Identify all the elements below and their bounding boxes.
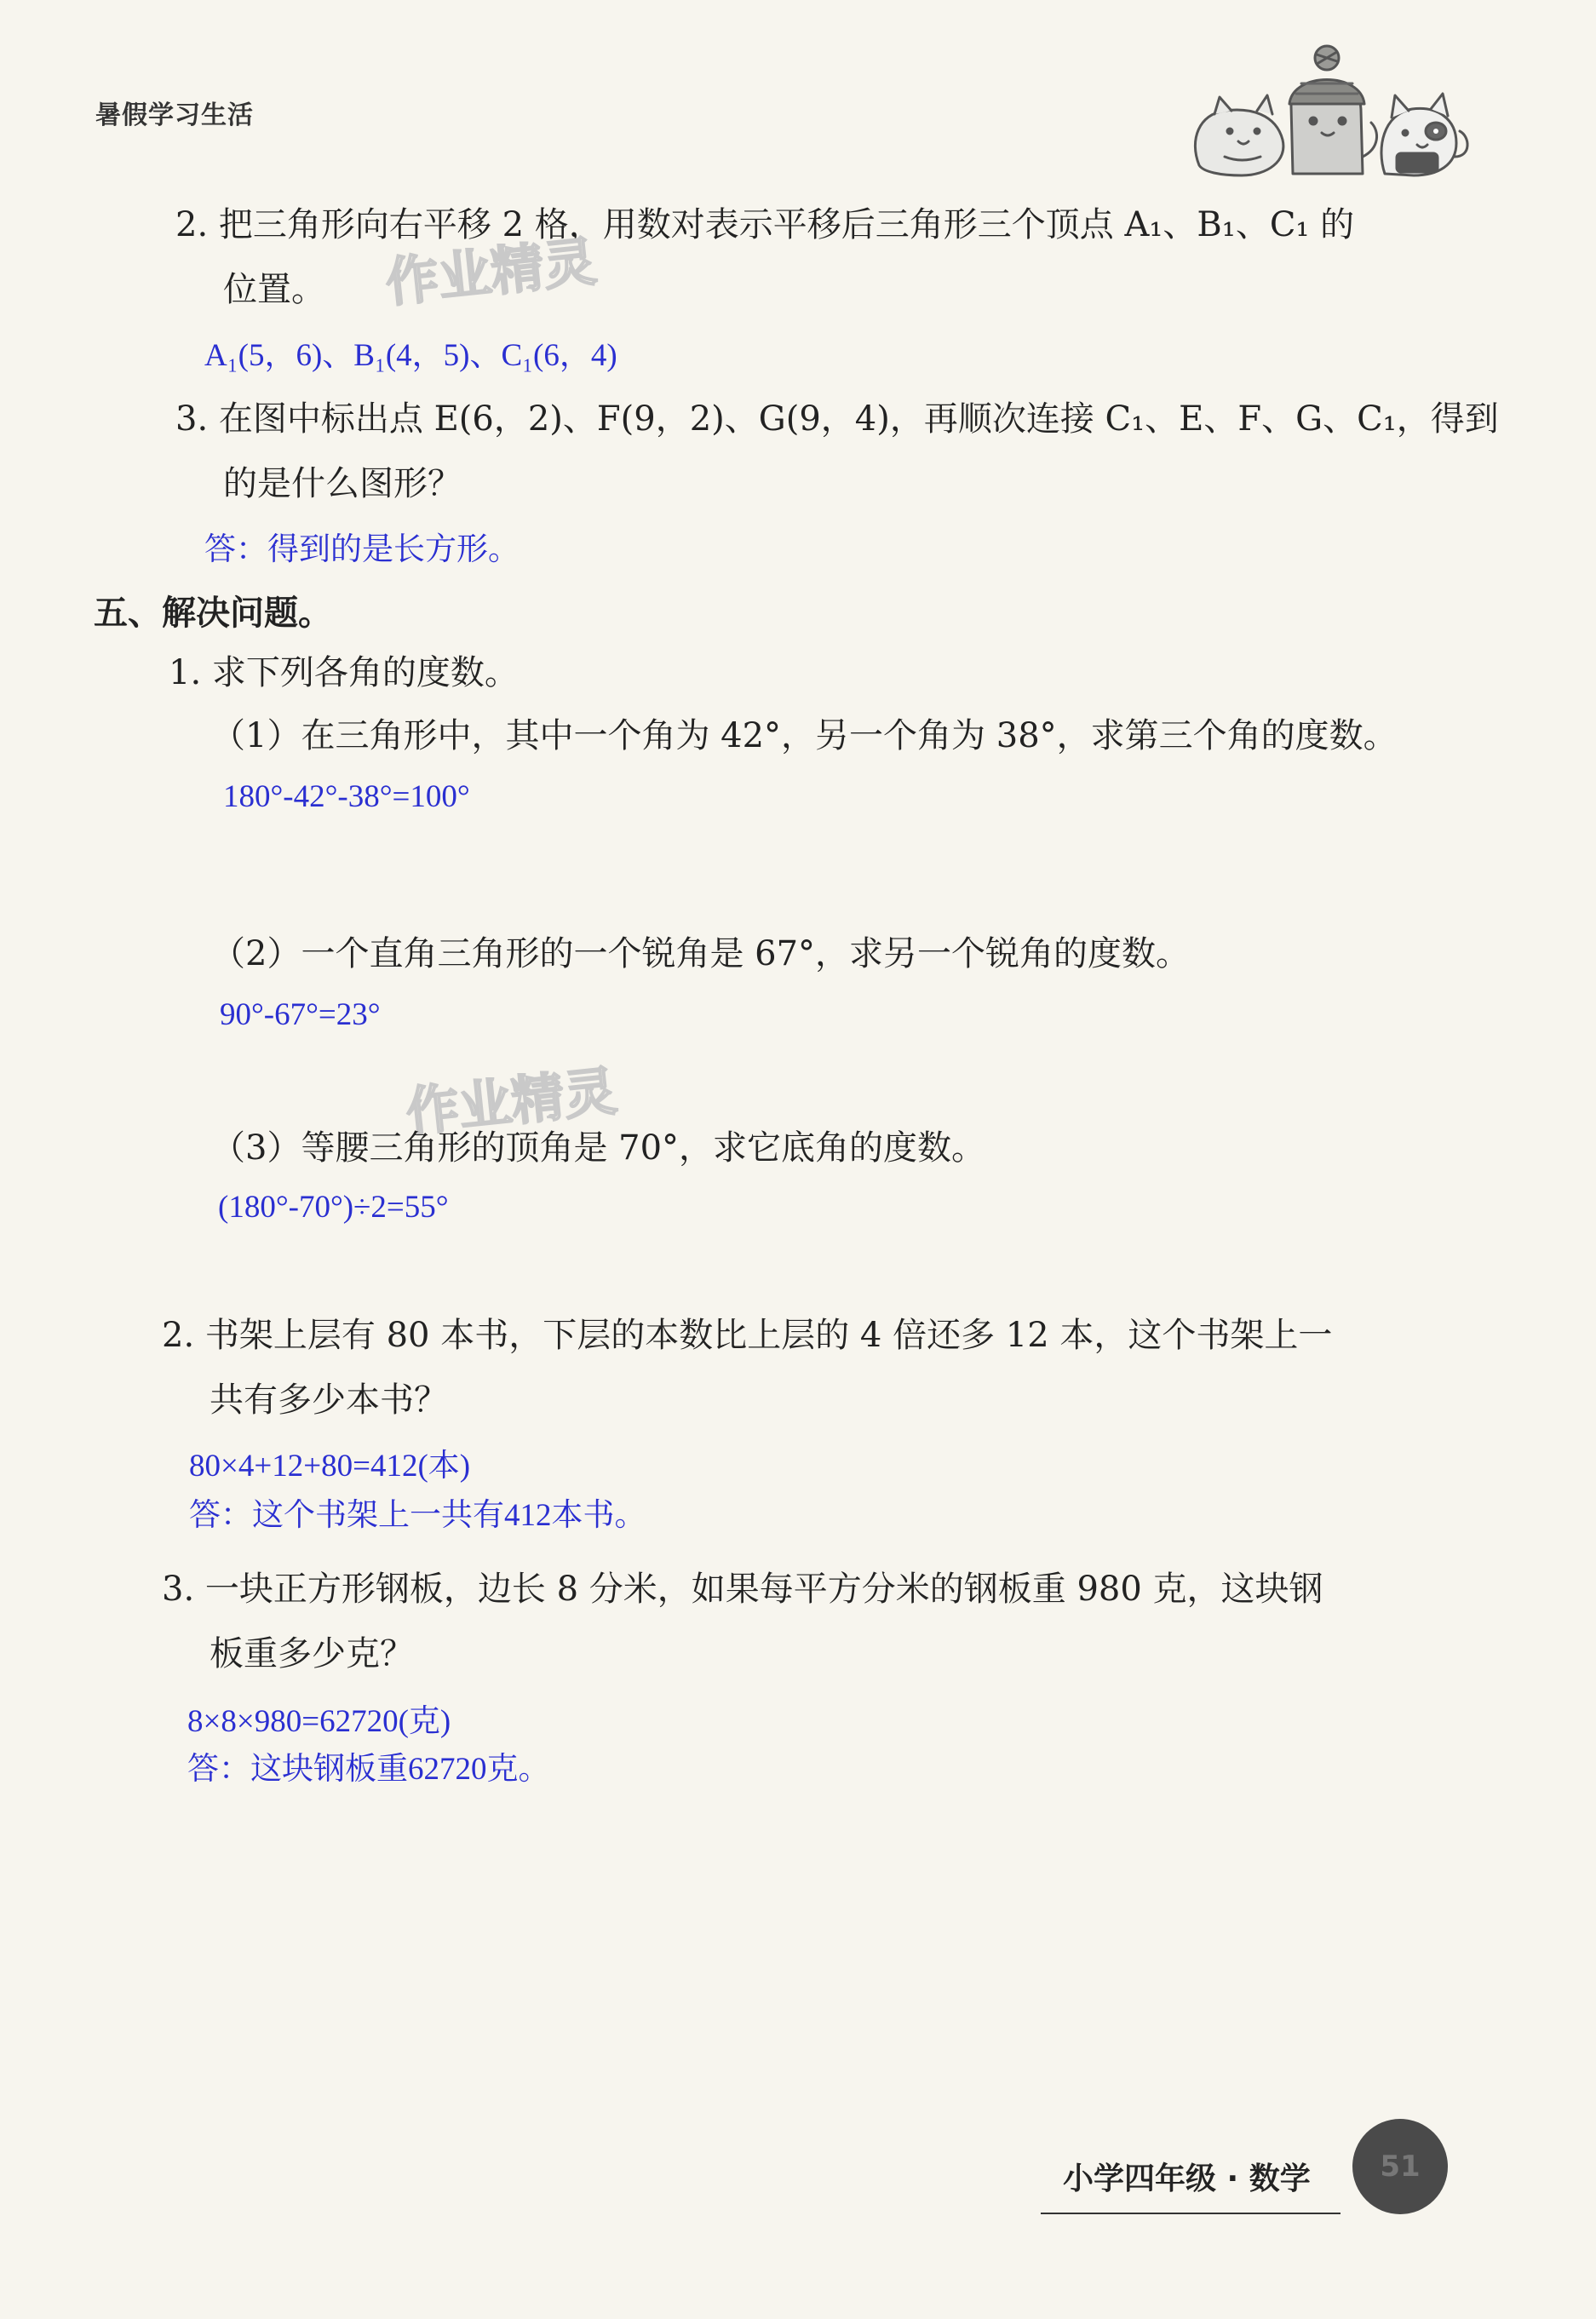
question-5-1-sub1: （1）在三角形中，其中一个角为 42°，另一个角为 38°，求第三个角的度数。	[211, 716, 1398, 755]
answer-5-1-sub1: 180°-42°-38°=100°	[223, 779, 470, 814]
question-5-3-line2: 板重多少克？	[210, 1634, 414, 1673]
answer-5-1-sub2: 90°-67°=23°	[220, 997, 381, 1032]
question-4-3-line1: 3. 在图中标出点 E(6，2)、F(9，2)、G(9，4)，再顺次连接 C₁、E、F、G、C₁，得到	[175, 399, 1499, 439]
answer-5-2-statement: 答：这个书架上一共有412本书。	[189, 1498, 646, 1533]
question-5-1-sub3: （3）等腰三角形的顶角是 70°，求它底角的度数。	[211, 1128, 986, 1168]
answer-4-2: A₁(5，6)、B₁(4，5)、C₁(6，4)	[204, 338, 617, 373]
footer-subject: 小学四年级 · 数学	[1063, 2161, 1311, 2196]
watermark-2: 作业精灵	[403, 1059, 620, 1144]
answer-4-3: 答：得到的是长方形。	[204, 532, 520, 567]
question-5-2-line1: 2. 书架上层有 80 本书，下层的本数比上层的 4 倍还多 12 本，这个书架上一	[162, 1316, 1333, 1355]
question-4-2-line1: 2. 把三角形向右平移 2 格，用数对表示平移后三角形三个顶点 A₁、B₁、C₁ 的	[175, 205, 1355, 244]
question-4-2-line2: 位置。	[223, 270, 325, 309]
section-5-title: 五、解决问题。	[94, 594, 332, 633]
question-5-1-sub2: （2）一个直角三角形的一个锐角是 67°，求另一个锐角的度数。	[211, 934, 1191, 973]
header-title: 暑假学习生活	[95, 100, 254, 130]
footer-divider	[1041, 2213, 1341, 2214]
page-number: 51	[1380, 2150, 1421, 2184]
answer-5-2-calc: 80×4+12+80=412(本)	[189, 1449, 471, 1484]
cartoon-cats-illustration	[1182, 29, 1472, 182]
answer-5-3-statement: 答：这块钢板重62720克。	[187, 1752, 550, 1787]
answer-5-3-calc: 8×8×980=62720(克)	[187, 1704, 451, 1739]
question-5-1-title: 1. 求下列各角的度数。	[169, 653, 519, 692]
question-5-2-line2: 共有多少本书？	[210, 1380, 448, 1420]
page-number-badge	[1352, 2119, 1448, 2214]
watermark-1: 作业精灵	[382, 230, 600, 314]
question-5-3-line1: 3. 一块正方形钢板，边长 8 分米，如果每平方分米的钢板重 980 克，这块钢	[162, 1570, 1323, 1609]
question-4-3-line2: 的是什么图形？	[223, 464, 462, 503]
answer-5-1-sub3: (180°-70°)÷2=55°	[218, 1190, 449, 1225]
